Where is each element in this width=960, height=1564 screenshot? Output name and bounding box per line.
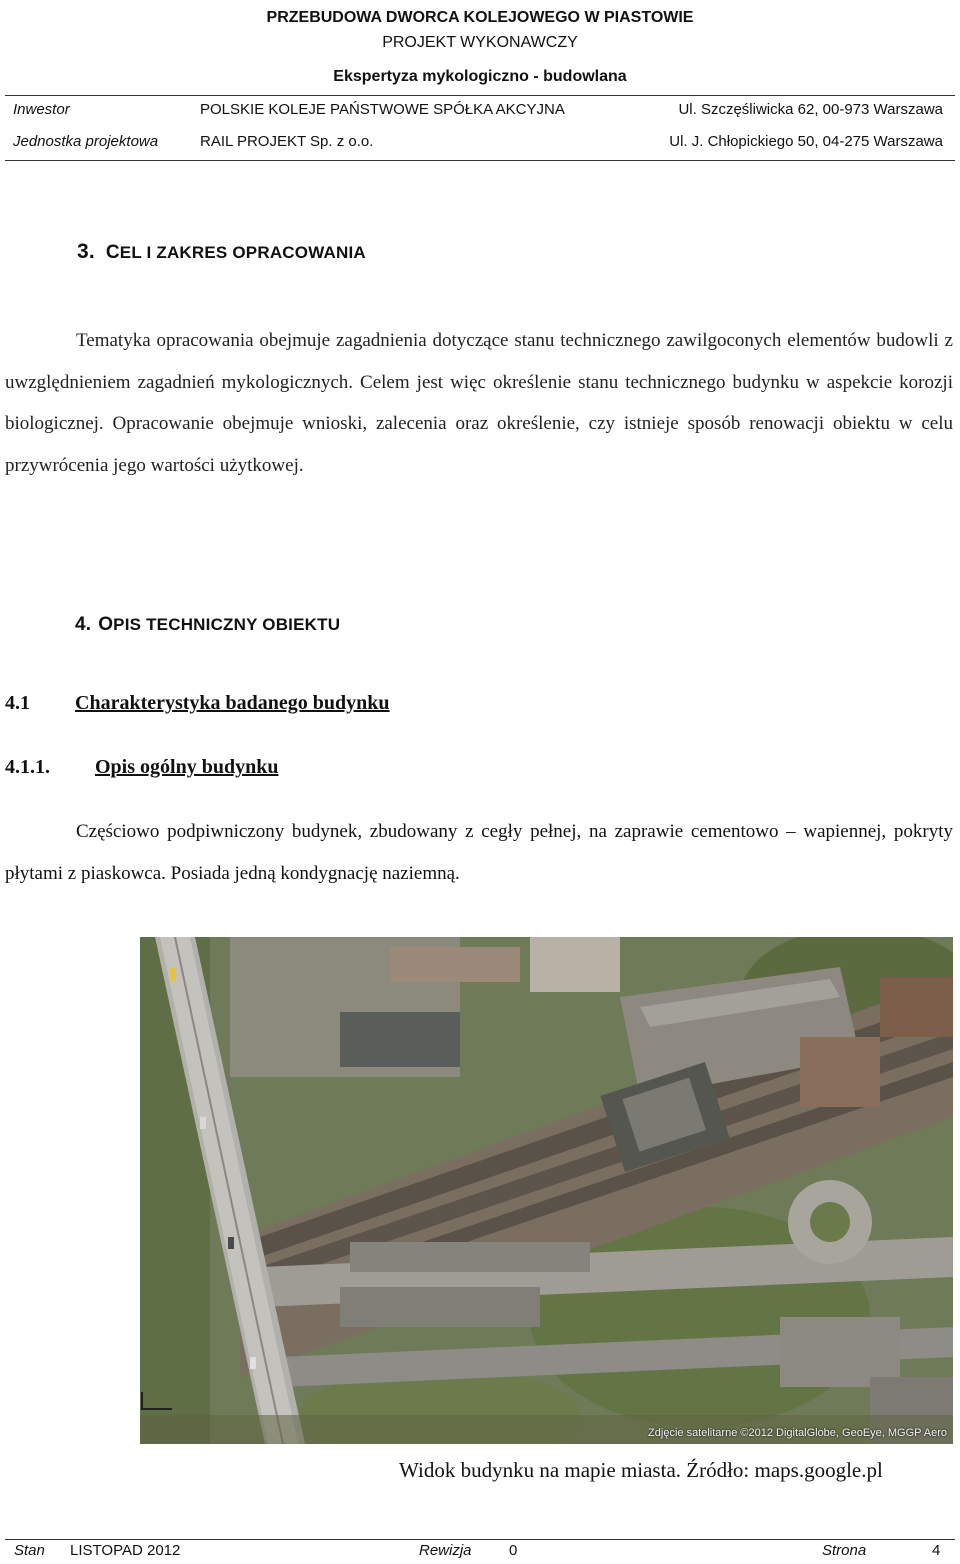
investor-address: Ul. Szczęśliwicka 62, 00-973 Warszawa xyxy=(678,101,943,118)
footer-stan-label: Stan xyxy=(14,1542,45,1559)
section-3-title-initial: C xyxy=(105,242,120,263)
subsection-4-1-heading xyxy=(5,692,390,715)
investor-label: Inwestor xyxy=(13,101,70,118)
figure-caption: Widok budynku na mapie miasta. Źródło: maps.google.pl xyxy=(399,1458,883,1482)
header-investor-row xyxy=(13,101,943,123)
section-4-title: PIS TECHNICZNY OBIEKTU xyxy=(113,615,341,634)
footer-rule xyxy=(5,1539,955,1540)
header-rule-top xyxy=(5,95,955,96)
page-footer xyxy=(14,1542,946,1564)
unit-label: Jednostka projektowa xyxy=(13,133,159,150)
investor-name: POLSKIE KOLEJE PAŃSTWOWE SPÓŁKA AKCYJNA xyxy=(200,101,565,118)
document-type: Ekspertyza mykologiczno - budowlana xyxy=(333,68,627,85)
subsection-4-1-1-heading xyxy=(5,756,279,779)
subsection-4-1-title: Charakterystyka badanego budynku xyxy=(75,692,390,714)
satellite-map-image xyxy=(140,937,953,1444)
project-title: PRZEBUDOWA DWORCA KOLEJOWEGO W PIASTOWIE xyxy=(266,9,694,26)
footer-rewizja-label: Rewizja xyxy=(419,1542,472,1559)
section-4-text: Częściowo podpiwniczony budynek, zbudowany z cegły pełnej, na zaprawie cementowo – wapiennej, pokryty płytami z piaskowca. Posiada jedną kondygnację naziemną. xyxy=(5,821,953,884)
footer-rewizja-value: 0 xyxy=(509,1542,518,1559)
footer-strona-label: Strona xyxy=(822,1542,867,1559)
section-3-text: Tematyka opracowania obejmuje zagadnienia dotyczące stanu technicznego zawilgoconych elementów budowli z uwzględnieniem zagadnień mykologicznych. Celem jest więc określenie stanu technicznego budynku w aspekcie korozji biologicznej. Opracowanie obejmuje wnioski, zalecenia oraz określenie, czy istnieje sposób renowacji obiektu w celu przywrócenia jego wartości użytkowej. xyxy=(5,330,953,476)
section-3-number: 3. xyxy=(77,240,95,263)
section-4-title-initial: O xyxy=(98,614,114,635)
unit-address: Ul. J. Chłopickiego 50, 04-275 Warszawa xyxy=(669,133,943,150)
unit-name: RAIL PROJEKT Sp. z o.o. xyxy=(200,133,374,150)
section-3-title: EL I ZAKRES OPRACOWANIA xyxy=(119,243,366,262)
header-rule-bottom xyxy=(5,160,955,161)
satellite-map-drawing xyxy=(140,937,953,1444)
footer-stan-value: LISTOPAD 2012 xyxy=(70,1542,181,1559)
section-4-number: 4. xyxy=(75,614,92,635)
subsection-4-1-1-number: 4.1.1. xyxy=(5,756,50,778)
subsection-4-1-number: 4.1 xyxy=(5,692,30,714)
subsection-4-1-1-title: Opis ogólny budynku xyxy=(95,756,279,778)
section-4-paragraph xyxy=(5,811,953,894)
map-watermark: Zdjęcie satelitarne ©2012 DigitalGlobe, GeoEye, MGGP Aero xyxy=(648,1427,947,1439)
header-unit-row xyxy=(13,133,943,155)
project-subtitle: PROJEKT WYKONAWCZY xyxy=(382,34,578,51)
footer-strona-value: 4 xyxy=(932,1542,941,1559)
section-3-heading xyxy=(77,240,366,264)
section-4-heading xyxy=(75,614,340,636)
section-3-paragraph xyxy=(5,320,953,486)
